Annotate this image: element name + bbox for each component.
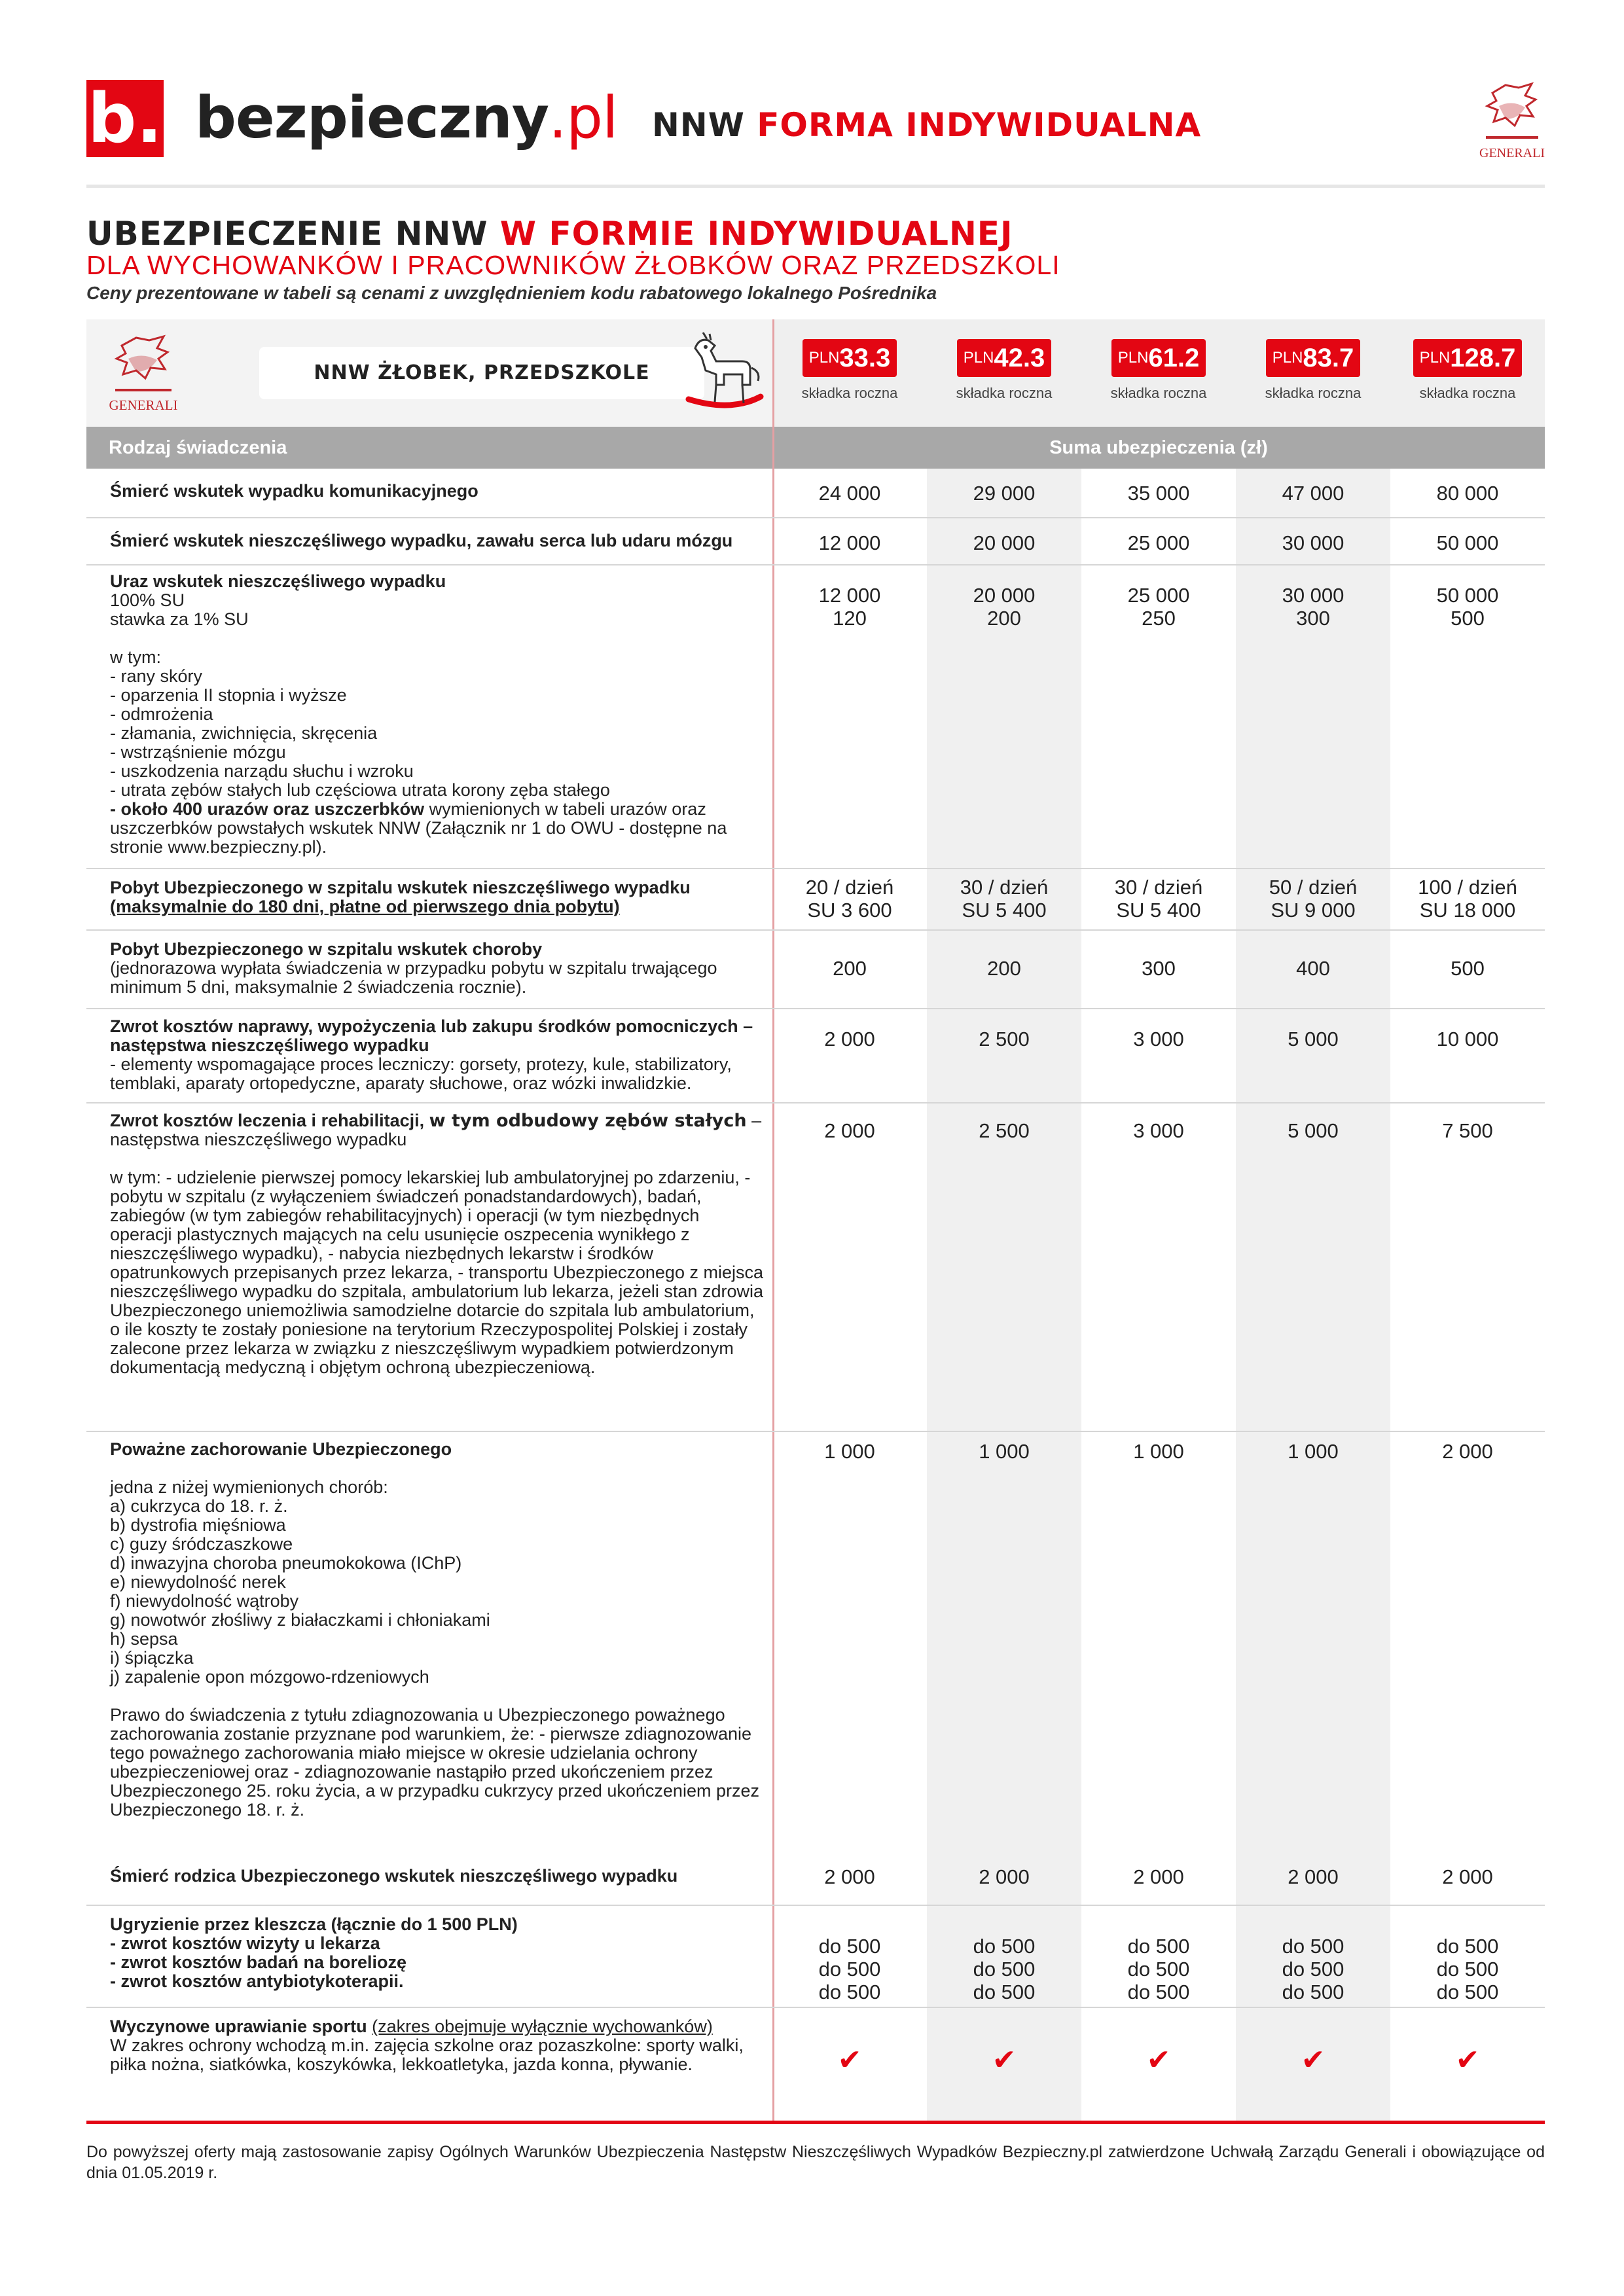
price-period: składka roczna <box>956 385 1053 401</box>
value-cell: do 500 do 500 do 500 <box>973 1935 1036 2003</box>
value-cell: 3 000 <box>1133 1028 1184 1050</box>
table-row <box>86 869 1545 929</box>
value-cell: do 500 do 500 do 500 <box>1127 1935 1190 2003</box>
table-row <box>86 1432 1545 1855</box>
value-cell: 1 000 <box>1288 1440 1339 1463</box>
value-cell: 1 000 <box>979 1440 1030 1463</box>
plan-option-5[interactable] <box>1390 319 1545 427</box>
plan-option-1[interactable] <box>772 319 927 427</box>
title-black: UBEZPIECZENIE NNW <box>86 215 488 253</box>
brand-logo-mark[interactable]: b. <box>86 80 164 157</box>
value-cell: 50 / dzień SU 9 000 <box>1269 876 1358 922</box>
benefit-title: Poważne zachorowanie Ubezpieczonego <box>110 1439 452 1459</box>
value-cell: 2 000 <box>824 1865 875 1888</box>
table-row <box>86 518 1545 564</box>
value-cell: 2 500 <box>979 1119 1030 1142</box>
price-badge <box>1266 339 1361 377</box>
price-period: składka roczna <box>1419 385 1516 401</box>
value-cell: 20 / dzień SU 3 600 <box>805 876 894 922</box>
price-value: 42.3 <box>994 344 1045 372</box>
benefit-title: Pobyt Ubezpieczonego w szpitalu wskutek nieszczęśliwego wypadku <box>110 878 691 897</box>
value-cell: 300 <box>1142 957 1176 980</box>
header-title-red: FORMA INDYWIDUALNA <box>757 106 1202 144</box>
value-cell: 400 <box>1296 957 1330 980</box>
value-cell: 30 / dzień SU 5 400 <box>1114 876 1203 922</box>
header-title <box>652 106 1201 144</box>
value-cell: 2 000 <box>1133 1865 1184 1888</box>
benefit-description: Zwrot kosztów leczenia i rehabilitacji, w tym odbudowy zębów stałych – następstwa nieszczęśliwego wypadku w tym: - udzielenie pierwszej pomocy lekarskiej lub ambulatoryjnej po zdarzeniu, - pobytu w szpitalu (z wyłączeniem świadczeń ponadstandardowych), badań, zabiegów (w tym zabiegów rehabilitacyjnych) i operacji (w tym niezbędnych operacji plastycznych mających na celu usunięcie oszpecenia wynikłego z nieszczęśliwego wypadku), - nabycia niezbędnych lekarstw i środków opatrunkowych przepisanych przez lekarza, - transportu Ubezpieczonego z miejsca nieszczęśliwego wypadku do szpitala, ambulatorium lub lekarza, jeżeli stan zdrowia Ubezpieczonego uniemożliwia samodzielne dotarcie do szpitala lub ambulatorium, o ile koszty te zostały poniesione na terytorium Rzeczypospolitej Polskiej i zostały zalecone przez lekarza w związku z nieszczęśliwym wypadkiem potwierdzonym dokumentacją medyczną i objętym ochroną ubezpieczeniową. <box>110 1111 763 1377</box>
value-cell: 100 / dzień SU 18 000 <box>1418 876 1517 922</box>
value-cell: 7 500 <box>1442 1119 1493 1142</box>
brand-logo-text[interactable] <box>195 84 617 151</box>
value-cell: 80 000 <box>1436 482 1499 505</box>
value-cell: 5 000 <box>1288 1119 1339 1142</box>
value-cell: 2 000 <box>824 1028 875 1050</box>
benefit-title: Pobyt Ubezpieczonego w szpitalu wskutek choroby <box>110 939 543 959</box>
rocking-horse-icon <box>669 329 767 420</box>
checkmark-icon: ✔ <box>1455 2044 1480 2076</box>
benefit-description: Wyczynowe uprawianie sportu (zakres obejmuje wyłącznie wychowanków) W zakres ochrony wchodzą m.in. zajęcia szkolne oraz pozaszkolne: sporty walki, piłka nożna, siatkówka, koszykówka, lekkoatletyka, jazda konna, pływanie. <box>110 2017 744 2074</box>
value-cell: do 500 do 500 do 500 <box>1436 1935 1499 2003</box>
price-value: 61.2 <box>1148 344 1200 372</box>
benefit-title: Zwrot kosztów naprawy, wypożyczenia lub zakupu środków pomocniczych – następstwa nieszczęśliwego wypadku <box>110 1016 753 1055</box>
plan-option-4[interactable] <box>1236 319 1390 427</box>
benefit-title: Ugryzienie przez kleszcza (łącznie do 1 500 PLN) <box>110 1914 518 1934</box>
table-row <box>86 1103 1545 1431</box>
value-cell: 200 <box>833 957 867 980</box>
value-cell: do 500 do 500 do 500 <box>818 1935 881 2003</box>
benefit-type-header: Rodzaj świadczenia <box>109 437 287 458</box>
value-cell: 2 000 <box>1288 1865 1339 1888</box>
value-cell: 1 000 <box>824 1440 875 1463</box>
plan-option-3[interactable] <box>1081 319 1236 427</box>
brand-tld: .pl <box>549 84 618 151</box>
benefit-description: Poważne zachorowanie Ubezpieczonego jedna z niżej wymienionych chorób: a) cukrzyca do 18. r. ż. b) dystrofia mięśniowa c) guzy śródczaszkowe d) inwazyjna choroba pneumokokowa (IChP) e) niewydolność nerek f) niewydolność wątroby g) nowotwór złośliwy z białaczkami i chłoniakami h) sepsa i) śpiączka j) zapalenie opon mózgowo-rdzeniowych Prawo do świadczenia z tytułu zdiagnozowania u Ubezpieczonego poważnego zachorowania zostanie przyznane pod warunkiem, że: - pierwsze zdiagnozowanie tego poważnego zachorowania miało miejsce w okresie udzielania ochrony ubezpieczeniowej oraz - zdiagnozowanie nastąpiło przed ukończeniem przez Ubezpieczonego 25. roku życia, a w przypadku cukrzycy przed ukończeniem przez Ubezpieczonego 18. r. ż. <box>110 1439 759 1820</box>
sum-insured-header: Suma ubezpieczenia (zł) <box>1049 437 1268 458</box>
value-cell: 30 / dzień SU 5 400 <box>960 876 1049 922</box>
table-row <box>86 469 1545 517</box>
currency-label: PLN <box>1419 349 1451 367</box>
benefit-title: Śmierć wskutek nieszczęśliwego wypadku, zawału serca lub udaru mózgu <box>110 531 733 550</box>
value-cell: 2 000 <box>1442 1440 1493 1463</box>
table-header <box>86 427 1545 469</box>
value-cell: 29 000 <box>973 482 1036 505</box>
value-cell: 2 000 <box>979 1865 1030 1888</box>
price-value: 128.7 <box>1450 344 1516 372</box>
benefit-title: Uraz wskutek nieszczęśliwego wypadku <box>110 571 446 591</box>
checkmark-icon: ✔ <box>992 2044 1017 2076</box>
value-cell: 30 000 300 <box>1282 584 1344 630</box>
price-badge <box>1111 339 1206 377</box>
value-cell: 5 000 <box>1288 1028 1339 1050</box>
generali-lion-logo <box>1479 80 1545 165</box>
value-cell: 3 000 <box>1133 1119 1184 1142</box>
plan-option-2[interactable] <box>927 319 1081 427</box>
value-cell: 500 <box>1451 957 1485 980</box>
price-note: Ceny prezentowane w tabeli są cenami z uwzględnieniem kodu rabatowego lokalnego Pośrednika <box>86 283 937 303</box>
price-value: 33.3 <box>839 344 891 372</box>
table-row <box>86 1906 1545 2007</box>
value-cell: 25 000 <box>1127 531 1190 554</box>
value-cell: 10 000 <box>1436 1028 1499 1050</box>
checkmark-icon: ✔ <box>837 2044 862 2076</box>
currency-label: PLN <box>963 349 994 367</box>
brand-name: bezpieczny <box>195 84 549 151</box>
table-row <box>86 2008 1545 2119</box>
document-subtitle: DLA WYCHOWANKÓW I PRACOWNIKÓW ŻŁOBKÓW ORAZ PRZEDSZKOLI <box>86 250 1060 280</box>
generali-wordmark-small: GENERALI <box>109 397 178 413</box>
benefit-title: Śmierć wskutek wypadku komunikacyjnego <box>110 481 478 501</box>
value-cell: 20 000 200 <box>973 584 1036 630</box>
benefit-description: Pobyt Ubezpieczonego w szpitalu wskutek nieszczęśliwego wypadku (maksymalnie do 180 dni, płatne od pierwszego dnia pobytu) <box>110 878 691 916</box>
value-cell: 24 000 <box>818 482 881 505</box>
value-cell: 50 000 <box>1436 531 1499 554</box>
currency-label: PLN <box>1272 349 1303 367</box>
value-cell: 50 000 500 <box>1436 584 1499 630</box>
value-cell: 1 000 <box>1133 1440 1184 1463</box>
page-header <box>86 80 1545 185</box>
value-cell: 20 000 <box>973 531 1036 554</box>
table-row <box>86 1856 1545 1905</box>
value-cell: 25 000 250 <box>1127 584 1190 630</box>
header-title-black: NNW <box>652 106 745 144</box>
value-cell: 47 000 <box>1282 482 1344 505</box>
price-badge <box>803 339 897 377</box>
value-cell: 30 000 <box>1282 531 1344 554</box>
footer-divider <box>86 2121 1545 2124</box>
currency-label: PLN <box>1117 349 1149 367</box>
value-cell: 2 000 <box>1442 1865 1493 1888</box>
price-period: składka roczna <box>1110 385 1207 401</box>
footer-note: Do powyższej oferty mają zastosowanie zapisy Ogólnych Warunków Ubezpieczenia Następstw Nieszczęśliwych Wypadków Bezpieczny.pl zatwierdzone Uchwałą Zarządu Generali i obowiązujące od dnia 01.05.2019 r. <box>86 2143 1545 2182</box>
benefit-title: Wyczynowe uprawianie sportu <box>110 2017 367 2036</box>
plan-name: NNW ŻŁOBEK, PRZEDSZKOLE <box>259 347 704 399</box>
document-title <box>86 215 1013 253</box>
value-cell: 200 <box>987 957 1021 980</box>
value-cell: 35 000 <box>1127 482 1190 505</box>
price-period: składka roczna <box>801 385 898 401</box>
checkmark-icon: ✔ <box>1301 2044 1326 2076</box>
price-value: 83.7 <box>1303 344 1354 372</box>
value-cell: do 500 do 500 do 500 <box>1282 1935 1344 2003</box>
table-row <box>86 1009 1545 1102</box>
value-cell: 2 000 <box>824 1119 875 1142</box>
value-cell: 2 500 <box>979 1028 1030 1050</box>
benefit-description: Ugryzienie przez kleszcza (łącznie do 1 500 PLN) - zwrot kosztów wizyty u lekarza - zwrot kosztów badań na boreliozę - zwrot kosztów antybiotykoterapii. <box>110 1914 518 1991</box>
price-period: składka roczna <box>1265 385 1362 401</box>
value-cell: 12 000 <box>818 531 881 554</box>
benefit-description: Pobyt Ubezpieczonego w szpitalu wskutek choroby (jednorazowa wypłata świadczenia w przypadku pobytu w szpitalu trwającego minimum 5 dni, maksymalnie 2 świadczenia rocznie). <box>110 939 717 997</box>
table-row <box>86 565 1545 868</box>
plan-header <box>86 319 1545 427</box>
price-badge <box>1413 339 1523 377</box>
checkmark-icon: ✔ <box>1146 2044 1171 2076</box>
generali-wordmark: GENERALI <box>1479 146 1545 160</box>
generali-lion-logo-small <box>107 331 179 416</box>
benefit-title: Zwrot kosztów leczenia i rehabilitacji, <box>110 1111 425 1130</box>
price-badge <box>957 339 1052 377</box>
benefit-description: Zwrot kosztów naprawy, wypożyczenia lub zakupu środków pomocniczych – następstwa nieszczęśliwego wypadku - elementy wspomagające proces leczniczy: gorsety, protezy, kule, stabilizatory, temblaki, aparaty ortopedyczne, aparaty słuchowe, oraz wózki inwalidzkie. <box>110 1016 753 1093</box>
header-divider <box>86 185 1545 188</box>
table-row <box>86 931 1545 1008</box>
currency-label: PLN <box>808 349 840 367</box>
benefit-description: Uraz wskutek nieszczęśliwego wypadku 100% SU stawka za 1% SU w tym: - rany skóry - oparzenia II stopnia i wyższe - odmrożenia - złamania, zwichnięcia, skręcenia - wstrząśnienie mózgu - uszkodzenia narządu słuchu i wzroku - utrata zębów stałych lub częściowa utrata korony zęba stałego - około 400 urazów oraz uszczerbków wymienionych w tabeli urazów oraz uszczerbków powstałych wskutek NNW (Załącznik nr 1 do OWU - dostępne na stronie www.bezpieczny.pl). <box>110 571 727 857</box>
title-red: W FORMIE INDYWIDUALNEJ <box>499 215 1013 253</box>
value-cell: 12 000 120 <box>818 584 881 630</box>
benefit-title: Śmierć rodzica Ubezpieczonego wskutek nieszczęśliwego wypadku <box>110 1866 678 1886</box>
